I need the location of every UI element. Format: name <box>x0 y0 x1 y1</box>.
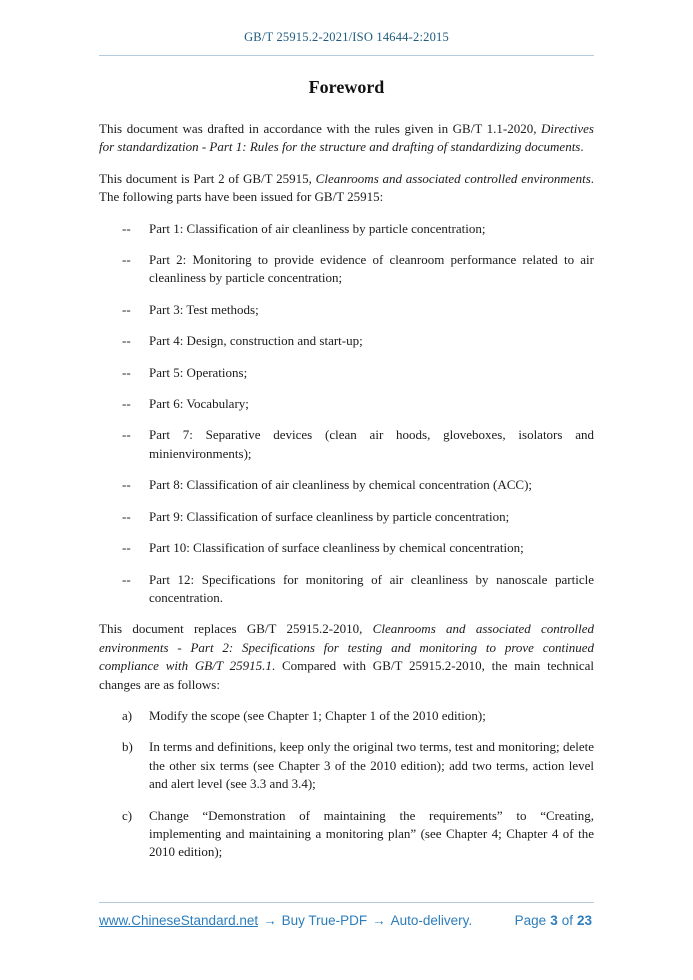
paragraph-text: This document replaces GB/T 25915.2-2010, <box>99 621 373 637</box>
list-item-text: Part 6: Vocabulary; <box>149 396 249 412</box>
arrow-icon: → <box>263 913 277 928</box>
list-item-text: Part 8: Classification of air cleanliness by chemical concentration (ACC); <box>149 477 533 493</box>
running-header <box>0 0 693 45</box>
list-marker: -- <box>122 301 131 317</box>
footer-divider <box>99 902 594 903</box>
change-list-item <box>99 707 594 725</box>
page-total: 23 <box>576 913 592 928</box>
list-marker: -- <box>122 333 131 349</box>
changes-list <box>99 707 594 862</box>
paragraph-text: . <box>580 139 584 155</box>
parts-list-item <box>99 332 594 350</box>
parts-list-item <box>99 571 594 608</box>
list-marker: -- <box>122 396 131 412</box>
parts-list <box>99 220 594 608</box>
footer-promo <box>99 913 472 928</box>
change-list-item <box>99 738 594 793</box>
list-item-text: Change “Demonstration of maintaining the requirements” to “Creating, implementing and maintaining a monitoring plan” (see Chapter 4; Chapter 4 of the 2010 edition); <box>149 807 594 860</box>
cited-title: Cleanrooms and associated controlled environments - Part 2: Specifications for testing and monitoring to prove continued compliance with GB/T 25915.1 <box>99 621 594 674</box>
paragraph-replaces <box>99 620 594 694</box>
paragraph-text: . The following parts have been issued for GB/T 25915: <box>99 170 594 205</box>
list-item-text: Modify the scope (see Chapter 1; Chapter 1 of the 2010 edition); <box>149 707 486 723</box>
list-marker: -- <box>122 220 131 236</box>
parts-list-item <box>99 364 594 382</box>
list-item-text: Part 7: Separative devices (clean air hoods, gloveboxes, isolators and minienvironments); <box>149 427 594 461</box>
header-divider <box>99 55 594 56</box>
page-of-label: of <box>561 913 573 928</box>
paragraph-text: This document was drafted in accordance with the rules given in GB/T 1.1-2020, <box>99 121 542 136</box>
parts-list-item <box>99 476 594 494</box>
list-marker: -- <box>122 427 131 443</box>
list-item-text: Part 5: Operations; <box>149 364 248 380</box>
list-item-text: Part 10: Classification of surface cleanliness by chemical concentration; <box>149 540 524 556</box>
parts-list-item <box>99 426 594 463</box>
page-current: 3 <box>550 913 558 928</box>
footer-delivery-text: Auto-delivery. <box>390 913 473 928</box>
paragraph-text: This document is Part 2 of GB/T 25915, <box>99 170 316 186</box>
list-item-text: Part 3: Test methods; <box>149 301 259 317</box>
page-content <box>99 55 594 862</box>
page-title: Foreword <box>308 77 385 97</box>
list-marker: -- <box>122 477 131 493</box>
list-marker: -- <box>122 252 131 268</box>
parts-list-item <box>99 539 594 557</box>
footer-buy-text: Buy True-PDF <box>281 913 368 928</box>
page-label: Page <box>514 913 547 928</box>
paragraph-text: . Compared with GB/T 25915.2-2010, the main technical changes are as follows: <box>99 658 594 692</box>
paragraph-drafting <box>99 120 594 157</box>
parts-list-item <box>99 251 594 288</box>
list-item-text: Part 9: Classification of surface cleanliness by particle concentration; <box>149 508 510 524</box>
paragraph-part2 <box>99 170 594 207</box>
page-footer <box>99 913 594 928</box>
list-item-text: Part 4: Design, construction and start-up; <box>149 333 363 349</box>
list-marker: -- <box>122 540 131 556</box>
list-marker: a) <box>122 707 133 723</box>
website-link[interactable]: www.ChineseStandard.net <box>99 913 259 928</box>
list-item-text: In terms and definitions, keep only the original two terms, test and monitoring; delete the other six terms (see Chapter 3 of the 2010 edition); add two terms, action level and alert level (see 3.3 and 3.4); <box>149 739 594 792</box>
parts-list-item <box>99 220 594 238</box>
list-marker: -- <box>122 508 131 524</box>
cited-title: Directives for standardization - Part 1: Rules for the structure and drafting of standardizing documents <box>99 121 594 155</box>
list-item-text: Part 1: Classification of air cleanliness by particle concentration; <box>149 220 486 236</box>
cited-title: Cleanrooms and associated controlled environments <box>315 170 591 186</box>
standard-number: GB/T 25915.2-2021/ISO 14644-2:2015 <box>244 30 449 44</box>
parts-list-item <box>99 395 594 413</box>
parts-list-item <box>99 508 594 526</box>
list-item-text: Part 2: Monitoring to provide evidence of cleanroom performance related to air cleanliness by particle concentration; <box>149 252 594 286</box>
change-list-item <box>99 807 594 862</box>
page-indicator <box>513 913 594 928</box>
list-marker: -- <box>122 571 131 587</box>
arrow-icon: → <box>372 913 386 928</box>
list-item-text: Part 12: Specifications for monitoring of air cleanliness by nanoscale particle concentration. <box>149 571 594 605</box>
list-marker: c) <box>122 807 133 823</box>
list-marker: -- <box>122 364 131 380</box>
list-marker: b) <box>122 739 133 755</box>
parts-list-item <box>99 301 594 319</box>
